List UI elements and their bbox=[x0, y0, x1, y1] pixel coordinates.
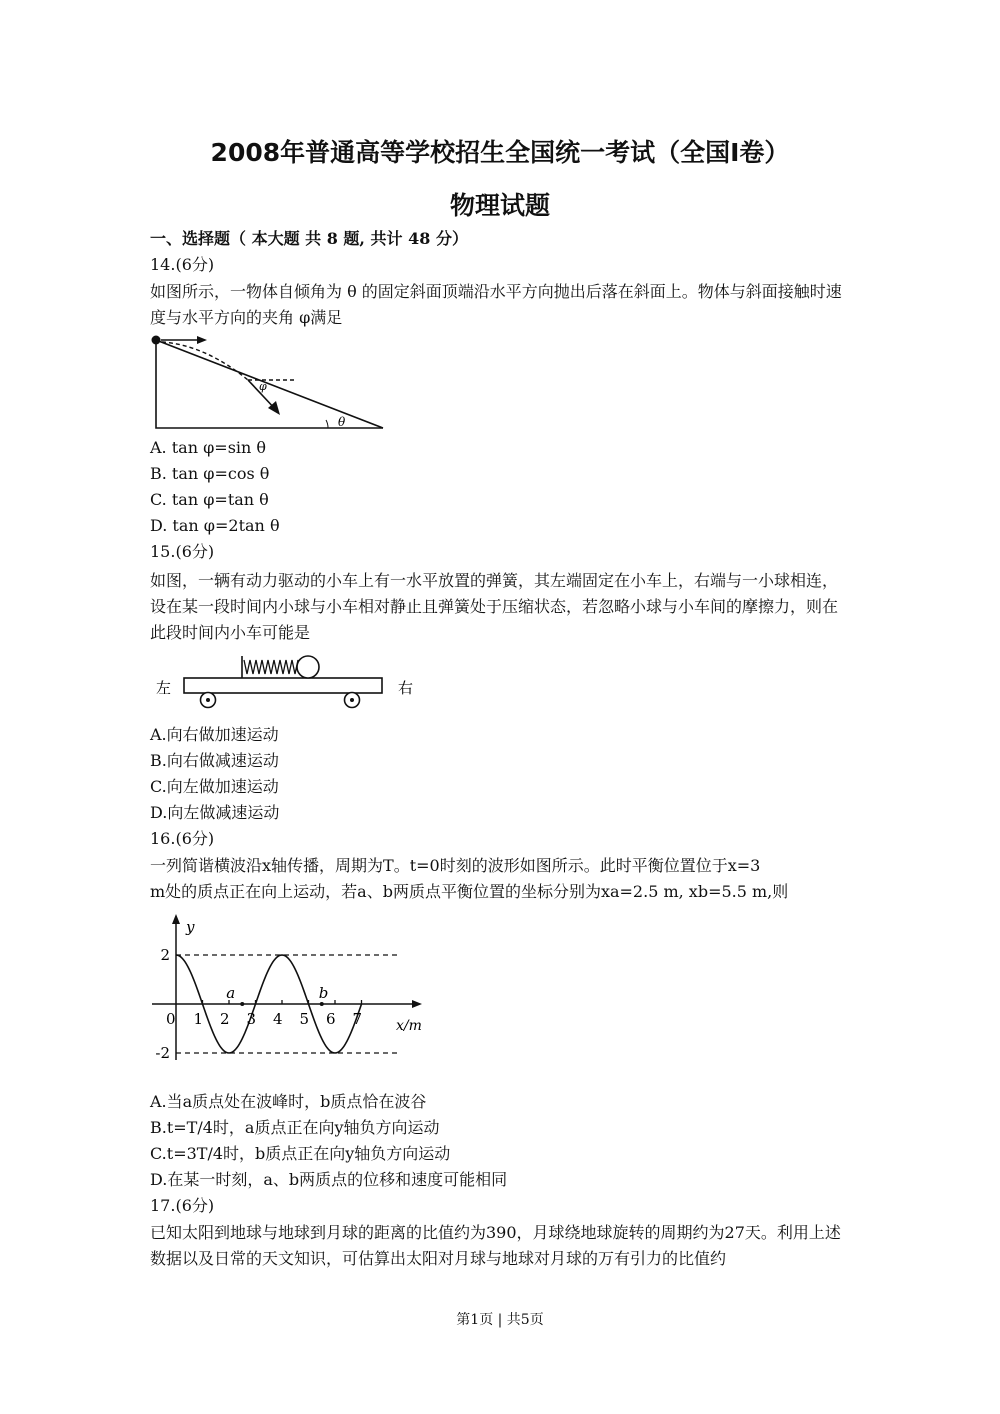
q16-x-tick-label: 1 bbox=[193, 1010, 204, 1028]
section-heading: 一、选择题（ 本大题 共 8 题, 共计 48 分） bbox=[150, 229, 468, 248]
q15-number: 15.(6分) bbox=[150, 542, 215, 561]
q16-stem-line2: m处的质点正在向上运动，若a、b两质点平衡位置的坐标分别为xa=2.5 m, xb=5.5 m,则 bbox=[150, 882, 789, 901]
q15-option-c: C.向左做加速运动 bbox=[150, 777, 279, 796]
q16-y-tick-2: 2 bbox=[160, 946, 170, 964]
q15-option-b: B.向右做减速运动 bbox=[150, 751, 279, 770]
q14-incline-figure bbox=[150, 333, 390, 433]
q16-x-tick-label: 3 bbox=[246, 1010, 257, 1028]
q14-option-d: D. tan φ=2tan θ bbox=[150, 516, 280, 535]
q16-point-a-marker bbox=[240, 1002, 244, 1006]
q14-number: 14.(6分) bbox=[150, 255, 215, 274]
q16-stem-line1: 一列简谐横波沿x轴传播，周期为T。t=0时刻的波形如图所示。此时平衡位置位于x=3 bbox=[150, 856, 761, 875]
q14-option-a: A. tan φ=sin θ bbox=[150, 438, 267, 457]
q15-stem: 如图，一辆有动力驱动的小车上有一水平放置的弹簧，其左端固定在小车上，右端与一小球相连，设在某一段时间内小球与小车相对静止且弹簧处于压缩状态，若忽略小球与小车间的摩擦力，则在此段时间内小车可能是 bbox=[150, 571, 839, 642]
q17-stem: 已知太阳到地球与地球到月球的距离的比值约为390，月球绕地球旋转的周期约为27天。利用上述数据以及日常的天文知识，可估算出太阳对月球与地球对月球的万有引力的比值约 bbox=[150, 1223, 841, 1268]
q15-left-label: 左 bbox=[156, 679, 172, 697]
q16-point-a-label: a bbox=[226, 984, 236, 1002]
page-footer: 第1页 | 共5页 bbox=[456, 1312, 544, 1328]
q14-stem: 如图所示，一物体自倾角为 θ 的固定斜面顶端沿水平方向抛出后落在斜面上。物体与斜面接触时速度与水平方向的夹角 φ满足 bbox=[150, 282, 842, 327]
q16-x-axis-label: x/m bbox=[396, 1018, 422, 1034]
q15-right-label: 右 bbox=[398, 679, 414, 697]
q16-option-d: D.在某一时刻，a、b两质点的位移和速度可能相同 bbox=[150, 1170, 508, 1189]
q16-x-tick-label: 4 bbox=[273, 1010, 283, 1028]
q14-phi-label: φ bbox=[259, 380, 267, 393]
q14-option-c: C. tan φ=tan θ bbox=[150, 490, 269, 509]
q14-option-b: B. tan φ=cos θ bbox=[150, 464, 270, 483]
q16-y-axis-label: y bbox=[186, 918, 195, 936]
q15-option-d: D.向左做减速运动 bbox=[150, 803, 280, 822]
q16-option-c: C.t=3T/4时，b质点正在向y轴负方向运动 bbox=[150, 1144, 451, 1163]
q16-wave-figure bbox=[148, 910, 438, 1070]
q16-option-b: B.t=T/4时，a质点正在向y轴负方向运动 bbox=[150, 1118, 440, 1137]
q16-point-b-marker bbox=[320, 1002, 324, 1006]
page-title: 2008年普通高等学校招生全国统一考试（全国Ⅰ卷） bbox=[210, 138, 790, 167]
q15-option-a: A.向右做加速运动 bbox=[150, 725, 279, 744]
q17-number: 17.(6分) bbox=[150, 1196, 215, 1215]
q16-x-tick-label: 2 bbox=[220, 1010, 230, 1028]
q14-theta-label: θ bbox=[338, 415, 346, 429]
q16-x-tick-label: 0 bbox=[166, 1010, 176, 1028]
q16-x-tick-label: 5 bbox=[299, 1010, 310, 1028]
q15-cart-figure bbox=[150, 650, 420, 720]
q16-option-a: A.当a质点处在波峰时，b质点恰在波谷 bbox=[150, 1092, 427, 1111]
q16-point-b-label: b bbox=[318, 984, 329, 1002]
page-subtitle: 物理试题 bbox=[449, 191, 550, 220]
q16-number: 16.(6分) bbox=[150, 829, 215, 848]
q16-x-tick-label: 6 bbox=[326, 1010, 336, 1028]
q16-y-tick-neg2: -2 bbox=[155, 1044, 170, 1062]
q16-x-tick-label: 7 bbox=[352, 1010, 363, 1028]
